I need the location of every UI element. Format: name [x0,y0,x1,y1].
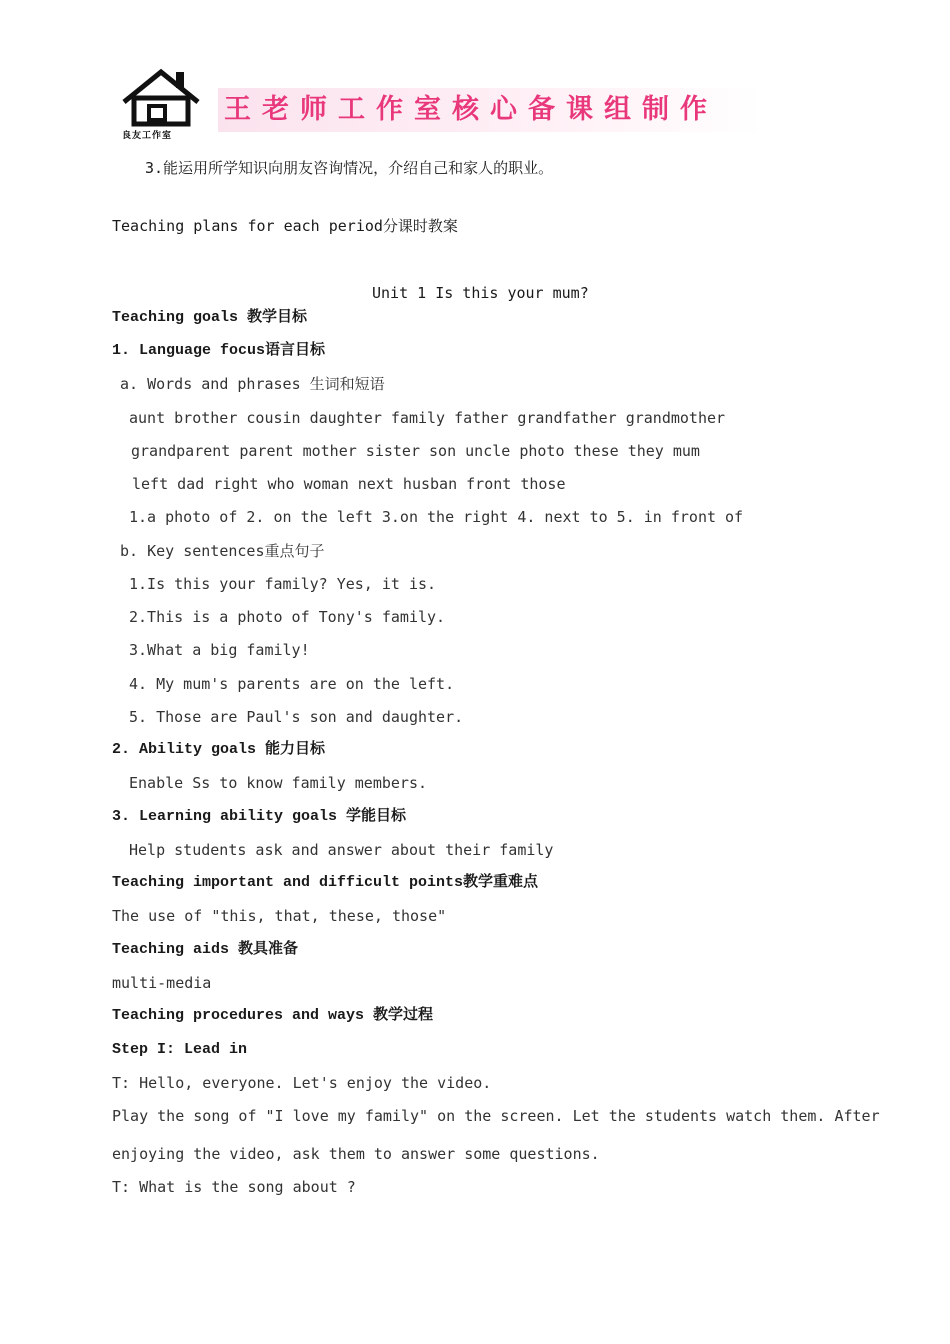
plans-title: Teaching plans for each period分课时教案 [112,217,458,235]
objective-3: 3.能运用所学知识向朋友咨询情况，介绍自己和家人的职业。 [145,159,554,177]
teaching-aids-text: multi-media [112,974,212,992]
unit-title: Unit 1 Is this your mum? [372,284,589,302]
teaching-goals-heading: Teaching goals 教学目标 [112,309,308,326]
words-row-2: grandparent parent mother sister son uncle photo these they mum [131,442,700,460]
ability-goals-text: Enable Ss to know family members. [129,774,428,792]
procedures-heading: Teaching procedures and ways 教学过程 [112,1007,434,1024]
play-paragraph-line-1: Play the song of "I love my family" on the screen. Let the students watch them. After [112,1107,880,1125]
learning-goals-text: Help students ask and answer about their family [129,841,554,859]
header-banner: 王老师工作室核心备课组制作 [218,88,763,132]
words-heading: a. Words and phrases 生词和短语 [120,375,385,393]
words-row-1: aunt brother cousin daughter family father grandfather grandmother [129,409,726,427]
teaching-aids-heading: Teaching aids 教具准备 [112,941,299,958]
key-sentence-4: 4. My mum's parents are on the left. [129,675,455,693]
page-header [118,66,768,146]
step-1-heading: Step I: Lead in [112,1041,248,1058]
important-points-text: The use of "this, that, these, those" [112,907,447,925]
key-sentence-5: 5. Those are Paul's son and daughter. [129,708,464,726]
teacher-line-2: T: What is the song about ? [112,1178,356,1196]
important-points-heading: Teaching important and difficult points教学重难点 [112,874,539,891]
key-sentences-heading: b. Key sentences重点句子 [120,542,325,560]
logo-caption: 良友工作室 [122,131,173,141]
learning-goals-heading: 3. Learning ability goals 学能目标 [112,808,407,825]
ability-goals-heading: 2. Ability goals 能力目标 [112,741,326,758]
language-focus-heading: 1. Language focus语言目标 [112,342,326,359]
play-paragraph-line-2: enjoying the video, ask them to answer some questions. [112,1145,600,1163]
teacher-line-1: T: Hello, everyone. Let's enjoy the video. [112,1074,492,1092]
key-sentence-3: 3.What a big family! [129,641,310,659]
key-sentence-1: 1.Is this your family? Yes, it is. [129,575,437,593]
key-sentence-2: 2.This is a photo of Tony's family. [129,608,446,626]
phrases-row: 1.a photo of 2. on the left 3.on the right 4. next to 5. in front of [129,508,744,526]
words-row-3: left dad right who woman next husban front those [132,475,566,493]
